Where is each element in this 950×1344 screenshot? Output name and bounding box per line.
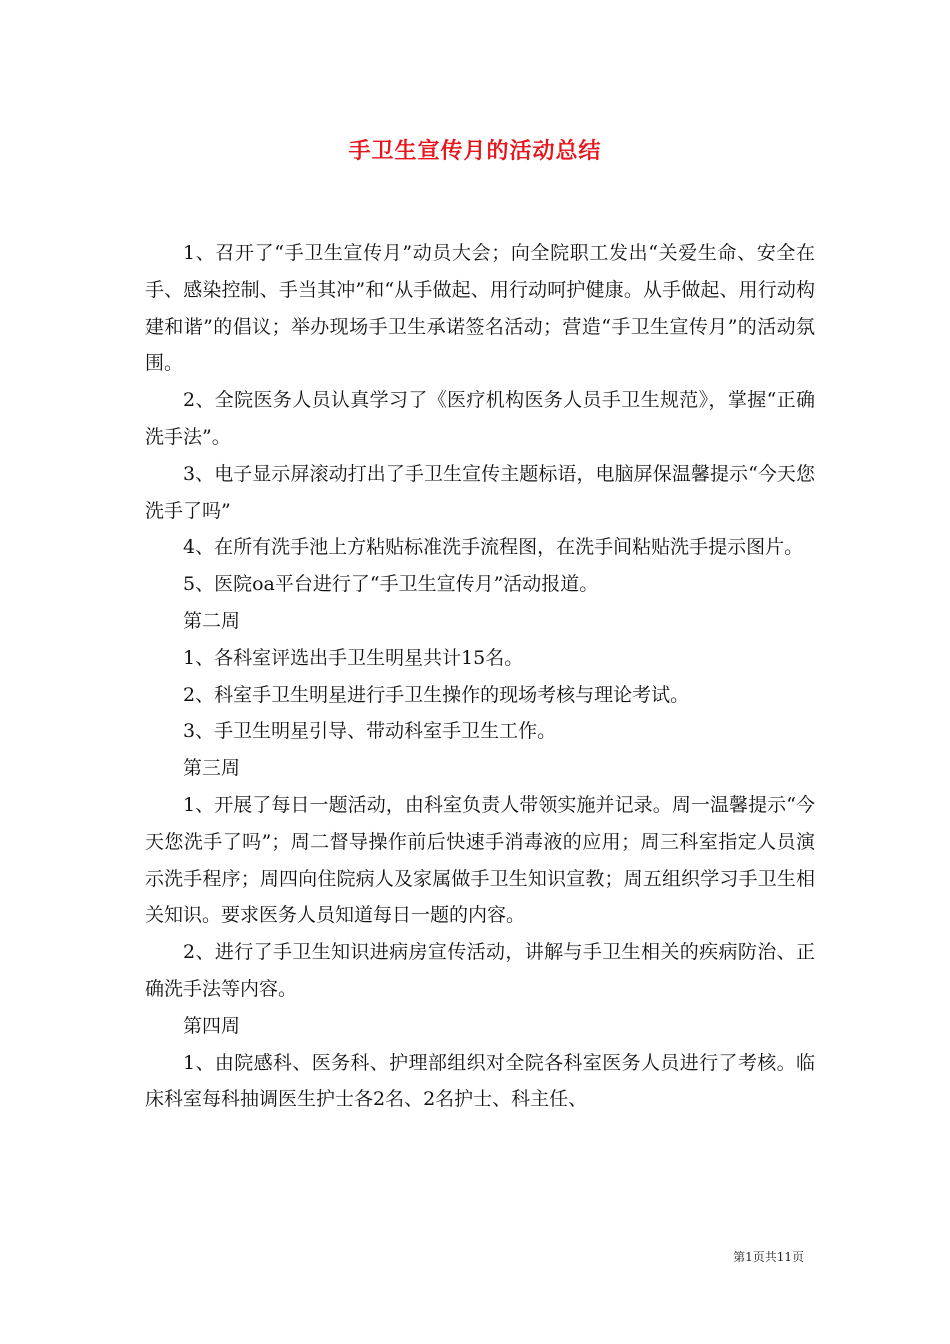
page-footer: 第1页共11页 <box>733 1250 804 1264</box>
paragraph: 2、科室手卫生明星进行手卫生操作的现场考核与理论考试。 <box>183 683 690 706</box>
paragraph: 1、开展了每日一题活动，由科室负责人带领实施并记录。周一温馨提示“今天您洗手了吗”；周二督导操作前后快速手消毒液的应用；周三科室指定人员演示洗手程序；周四向住院病人及家属做手卫生知识宣教；周五组织学习手卫生相关知识。要求医务人员知道每日一题的内容。 <box>145 793 815 927</box>
paragraph: 2、全院医务人员认真学习了《医疗机构医务人员手卫生规范》，掌握“正确洗手法”。 <box>145 389 815 448</box>
paragraph: 1、各科室评选出手卫生明星共计15名。 <box>183 646 524 669</box>
section-heading: 第四周 <box>183 1014 241 1037</box>
paragraph: 5、医院oa平台进行了“手卫生宣传月”活动报道。 <box>183 573 599 596</box>
section-heading: 第二周 <box>183 609 241 632</box>
paragraph: 2、进行了手卫生知识进病房宣传活动，讲解与手卫生相关的疾病防治、正确洗手法等内容。 <box>145 941 815 1000</box>
paragraph: 3、电子显示屏滚动打出了手卫生宣传主题标语，电脑屏保温馨提示“今天您洗手了吗” <box>145 462 815 522</box>
paragraph: 1、由院感科、医务科、护理部组织对全院各科室医务人员进行了考核。临床科室每科抽调医生护士各2名、2名护士、科主任、 <box>145 1051 815 1111</box>
document-body <box>145 235 815 1118</box>
paragraph: 3、手卫生明星引导、带动科室手卫生工作。 <box>183 720 557 743</box>
paragraph: 1、召开了“手卫生宣传月”动员大会；向全院职工发出“关爱生命、安全在手、感染控制、手当其冲”和“从手做起、用行动呵护健康。从手做起、用行动构建和谐”的倡议；举办现场手卫生承诺签名活动；营造“手卫生宣传月”的活动氛围。 <box>145 242 815 375</box>
section-heading: 第三周 <box>183 757 241 780</box>
paragraph: 4、在所有洗手池上方粘贴标准洗手流程图，在洗手间粘贴洗手提示图片。 <box>183 536 804 559</box>
document-title: 手卫生宣传月的活动总结 <box>348 138 602 164</box>
